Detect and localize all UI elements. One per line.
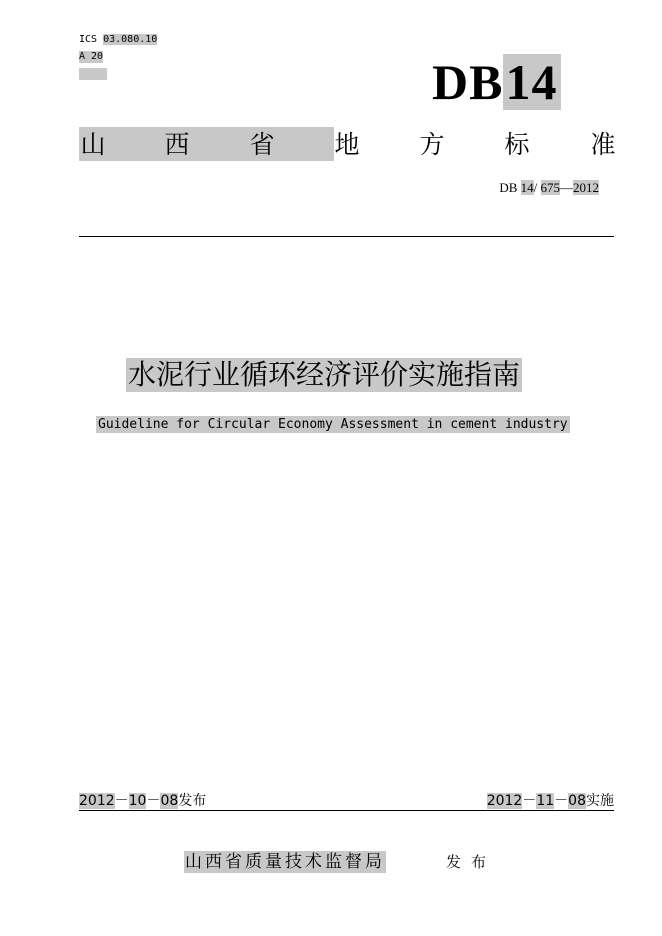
document-title-chinese: 水泥行业循环经济评价实施指南 (128, 358, 521, 391)
issue-day: 08 (160, 793, 179, 809)
issue-month: 10 (128, 793, 147, 809)
standard-number (499, 180, 599, 196)
classification-code: A 20 (79, 51, 104, 62)
date-separator: － (554, 793, 569, 809)
standard-type-highlight (79, 127, 334, 161)
db-logo-number: 14 (503, 54, 561, 110)
date-separator: － (522, 793, 537, 809)
standard-number-prefix: DB (499, 180, 518, 195)
standard-type-char: 省 (249, 130, 275, 159)
impl-month: 11 (536, 793, 555, 809)
standard-type-char: 西 (164, 130, 190, 159)
standard-number-dash: — (560, 180, 573, 195)
standard-type-char: 准 (590, 130, 616, 159)
date-separator: － (114, 793, 129, 809)
standard-type-char: 地 (334, 130, 360, 159)
ics-code-line (79, 34, 157, 46)
document-title-english: Guideline for Circular Economy Assessment in cement industry (98, 417, 568, 432)
standard-type-heading (79, 127, 617, 163)
issue-year: 2012 (79, 793, 115, 809)
top-divider (79, 236, 614, 237)
standard-type-char: 山 (80, 130, 106, 159)
issue-label: 发布 (178, 793, 207, 809)
impl-label: 实施 (586, 793, 614, 809)
db-logo-letters: DB (432, 54, 504, 110)
ics-code: 03.080.10 (103, 34, 158, 45)
publisher-name: 山西省质量技术监督局 (185, 852, 385, 872)
record-number-placeholder (79, 68, 107, 80)
issue-date (79, 792, 206, 810)
standard-number-region: 14 (520, 180, 534, 195)
impl-year: 2012 (486, 793, 523, 809)
date-separator: － (146, 793, 161, 809)
standard-number-seq: 675 (540, 180, 560, 195)
db-logo (432, 50, 561, 114)
standard-number-year: 2012 (573, 180, 599, 195)
impl-day: 08 (568, 793, 586, 809)
publish-label: 发布 (446, 853, 497, 871)
implementation-date (487, 792, 614, 810)
bottom-divider (79, 810, 614, 811)
standard-number-slash: / (533, 180, 538, 195)
standard-type-char: 标 (504, 130, 530, 159)
standard-type-char: 方 (419, 130, 445, 159)
ics-label: ICS (79, 34, 98, 45)
